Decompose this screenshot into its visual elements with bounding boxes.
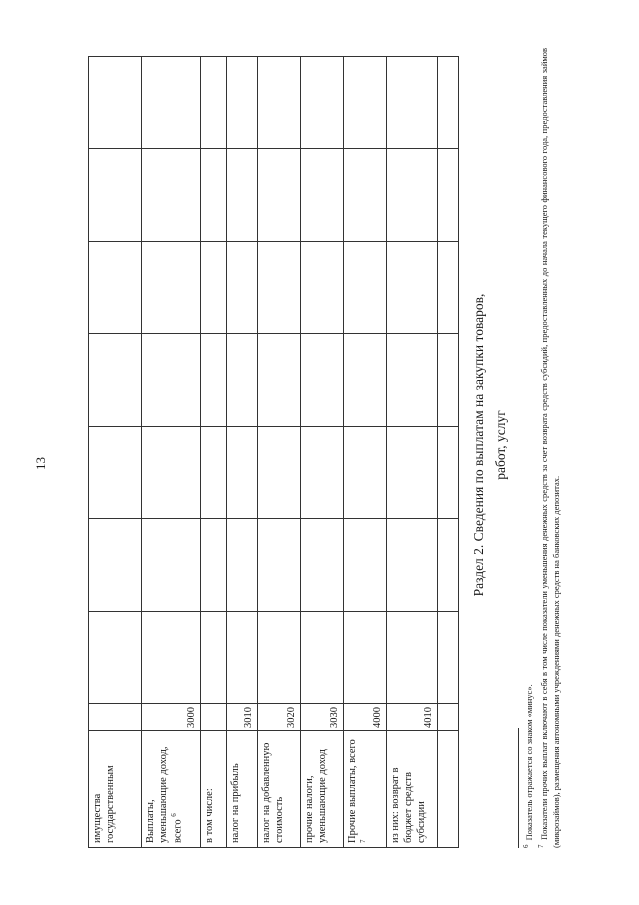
- row-label: в том числе:: [204, 788, 215, 843]
- value-cell: [258, 57, 301, 149]
- value-cell: [301, 519, 344, 611]
- table-row: [301, 57, 344, 848]
- value-cell: [201, 611, 227, 703]
- value-cell: [438, 334, 459, 426]
- section-heading-line2: работ, услуг: [492, 410, 508, 480]
- value-cell: [438, 149, 459, 241]
- row-code: 3000: [142, 704, 201, 731]
- footnote-text: Показатель отражается со знаком «минус».: [523, 684, 534, 841]
- value-cell: [258, 519, 301, 611]
- row-label: имущества государственным: [92, 765, 117, 843]
- row-code: 3030: [301, 704, 344, 731]
- value-cell: [89, 241, 142, 333]
- footnote-mark: 6: [522, 844, 530, 848]
- value-cell: [301, 241, 344, 333]
- value-cell: [344, 149, 387, 241]
- value-cell: [227, 519, 258, 611]
- row-label-cell: [387, 731, 438, 848]
- value-cell: [227, 334, 258, 426]
- value-cell: [301, 334, 344, 426]
- row-code: 3010: [227, 704, 258, 731]
- plan-table: [88, 56, 459, 848]
- value-cell: [201, 149, 227, 241]
- row-label-cell: [438, 731, 459, 848]
- value-cell: [301, 57, 344, 149]
- value-cell: [227, 149, 258, 241]
- value-cell: [301, 426, 344, 518]
- value-cell: [387, 241, 438, 333]
- value-cell: [344, 241, 387, 333]
- footnote-6: [522, 48, 535, 848]
- table-row: [387, 57, 438, 848]
- row-label-cell: [258, 731, 301, 848]
- value-cell: [201, 519, 227, 611]
- page-number: 13: [33, 457, 48, 470]
- value-cell: [227, 241, 258, 333]
- value-cell: [258, 611, 301, 703]
- value-cell: [201, 334, 227, 426]
- value-cell: [301, 611, 344, 703]
- table-row: [142, 57, 201, 848]
- value-cell: [387, 334, 438, 426]
- value-cell: [387, 426, 438, 518]
- value-cell: [142, 334, 201, 426]
- row-label: прочие налоги, уменьшающие доход: [304, 749, 329, 843]
- row-label-cell: [142, 731, 201, 848]
- value-cell: [438, 519, 459, 611]
- value-cell: [227, 611, 258, 703]
- value-cell: [142, 57, 201, 149]
- value-cell: [438, 241, 459, 333]
- value-cell: [344, 57, 387, 149]
- section-heading-line1: Раздел 2. Сведения по выплатам на закупки товаров,: [471, 293, 486, 597]
- row-label: Прочие выплаты, всего: [347, 739, 358, 843]
- footnote-text: Показатели прочих выплат включают в себя в том числе показатели уменьшения денежных средств за счет возврата средств субсидий, предоставленных до начала текущего финансового года, предоставления займов (микрозаймов), размещения автономными учреждениями денежных средств на банковских депозитах.: [539, 47, 561, 848]
- value-cell: [201, 241, 227, 333]
- row-label-cell: [227, 731, 258, 848]
- value-cell: [387, 149, 438, 241]
- value-cell: [258, 241, 301, 333]
- row-label-cell: [201, 731, 227, 848]
- table-row: [227, 57, 258, 848]
- footnote-separator: [518, 728, 519, 848]
- value-cell: [344, 334, 387, 426]
- value-cell: [227, 426, 258, 518]
- row-code: 3020: [258, 704, 301, 731]
- value-cell: [344, 611, 387, 703]
- value-cell: [142, 149, 201, 241]
- table-row: [344, 57, 387, 848]
- table-row: [89, 57, 142, 848]
- row-code: 4000: [344, 704, 387, 731]
- table-row: [201, 57, 227, 848]
- row-label-cell: [89, 731, 142, 848]
- row-code: [201, 704, 227, 731]
- value-cell: [258, 426, 301, 518]
- row-code: [89, 704, 142, 731]
- value-cell: [344, 426, 387, 518]
- value-cell: [142, 519, 201, 611]
- table-row: [438, 57, 459, 848]
- row-label: Выплаты, уменьшающие доход, всего: [145, 746, 184, 843]
- row-code: [438, 704, 459, 731]
- value-cell: [438, 426, 459, 518]
- footnote-ref: 6: [170, 813, 179, 817]
- value-cell: [387, 611, 438, 703]
- row-label: из них: возврат в бюджет средств субсидии: [390, 767, 428, 843]
- value-cell: [89, 149, 142, 241]
- value-cell: [438, 57, 459, 149]
- table-row: [258, 57, 301, 848]
- footnote-mark: 7: [537, 844, 546, 848]
- value-cell: [89, 519, 142, 611]
- value-cell: [89, 611, 142, 703]
- row-label: налог на прибыль: [230, 763, 241, 843]
- row-code: 4010: [387, 704, 438, 731]
- row-label-cell: [344, 731, 387, 848]
- value-cell: [258, 149, 301, 241]
- value-cell: [387, 57, 438, 149]
- footnote-7: [537, 48, 562, 848]
- value-cell: [89, 334, 142, 426]
- footnotes: [522, 48, 564, 848]
- value-cell: [438, 611, 459, 703]
- value-cell: [227, 57, 258, 149]
- value-cell: [142, 426, 201, 518]
- value-cell: [344, 519, 387, 611]
- value-cell: [301, 149, 344, 241]
- value-cell: [258, 334, 301, 426]
- value-cell: [89, 426, 142, 518]
- value-cell: [142, 241, 201, 333]
- value-cell: [201, 57, 227, 149]
- footnote-ref: 7: [359, 839, 368, 843]
- row-label: налог на добавленную стоимость: [261, 742, 286, 843]
- row-label-cell: [301, 731, 344, 848]
- section-heading: [468, 235, 511, 655]
- value-cell: [89, 57, 142, 149]
- value-cell: [387, 519, 438, 611]
- value-cell: [142, 611, 201, 703]
- value-cell: [201, 426, 227, 518]
